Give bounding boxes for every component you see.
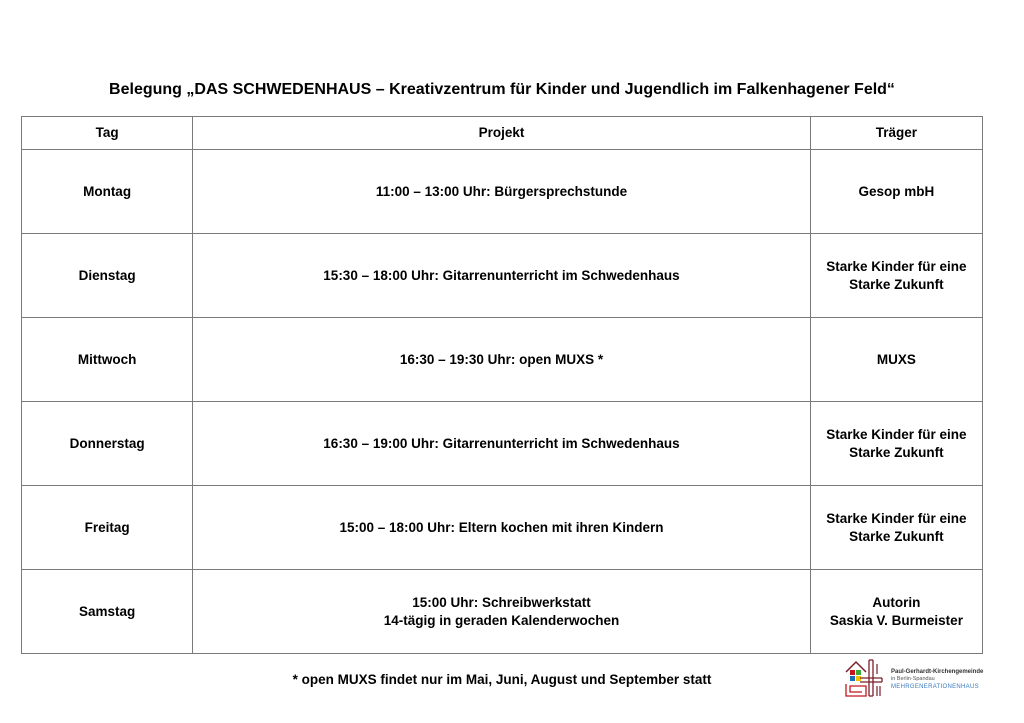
schedule-table	[21, 116, 983, 654]
table-row	[22, 150, 983, 234]
project-cell	[193, 234, 811, 318]
carrier-cell	[810, 234, 982, 318]
carrier-line: Autorin	[872, 594, 921, 610]
day-cell: Donnerstag	[22, 402, 193, 486]
carrier-line: Starke Kinder für eine	[826, 426, 967, 442]
project-line: 16:30 – 19:00 Uhr: Gitarrenunterricht im Schwedenhaus	[323, 435, 680, 451]
project-line: 15:00 Uhr: Schreibwerkstatt	[412, 594, 591, 610]
logo-text	[891, 669, 983, 691]
project-line: 11:00 – 13:00 Uhr: Bürgersprechstunde	[375, 183, 628, 199]
day-cell: Montag	[22, 150, 193, 234]
day-cell: Dienstag	[22, 234, 193, 318]
logo-tagline: MEHRGENERATIONENHAUS	[891, 684, 979, 690]
carrier-line: Gesop mbH	[858, 183, 935, 199]
project-cell	[193, 486, 811, 570]
carrier-cell	[810, 150, 982, 234]
carrier-line: Starke Kinder für eine	[826, 510, 967, 526]
house-cross-logo-icon	[842, 656, 888, 701]
table-row	[22, 486, 983, 570]
project-line: 14-tägig in geraden Kalenderwochen	[383, 612, 620, 628]
footnote: * open MUXS findet nur im Mai, Juni, August und September statt	[292, 672, 712, 687]
project-line: 16:30 – 19:30 Uhr: open MUXS *	[399, 351, 604, 367]
project-cell	[193, 402, 811, 486]
carrier-line: Starke Kinder für eine	[826, 258, 967, 274]
carrier-line: Starke Zukunft	[849, 444, 944, 460]
table-row	[22, 402, 983, 486]
table-row	[22, 318, 983, 402]
header-tag: Tag	[22, 117, 193, 150]
project-line: 15:00 – 18:00 Uhr: Eltern kochen mit ihren Kindern	[339, 519, 664, 535]
carrier-cell	[810, 570, 982, 654]
carrier-line: Starke Zukunft	[849, 276, 944, 292]
project-line: 15:30 – 18:00 Uhr: Gitarrenunterricht im Schwedenhaus	[323, 267, 680, 283]
logo-church-name: Paul-Gerhardt-Kirchengemeinde	[891, 669, 984, 675]
day-cell: Samstag	[22, 570, 193, 654]
carrier-line: Saskia V. Burmeister	[829, 612, 963, 628]
carrier-line: MUXS	[876, 351, 916, 367]
project-cell	[193, 318, 811, 402]
carrier-cell	[810, 486, 982, 570]
table-row	[22, 234, 983, 318]
header-projekt: Projekt	[193, 117, 811, 150]
church-logo	[842, 656, 992, 701]
day-cell: Freitag	[22, 486, 193, 570]
day-cell: Mittwoch	[22, 318, 193, 402]
project-cell	[193, 570, 811, 654]
table-row	[22, 570, 983, 654]
carrier-cell	[810, 402, 982, 486]
project-cell	[193, 150, 811, 234]
carrier-cell	[810, 318, 982, 402]
table-header-row	[22, 117, 983, 150]
carrier-line: Starke Zukunft	[849, 528, 944, 544]
page-title: Belegung „DAS SCHWEDENHAUS – Kreativzentrum für Kinder und Jugendlich im Falkenhagener Feld“	[109, 81, 895, 98]
logo-location: in Berlin-Spandau	[891, 676, 935, 682]
header-traeger: Träger	[810, 117, 982, 150]
